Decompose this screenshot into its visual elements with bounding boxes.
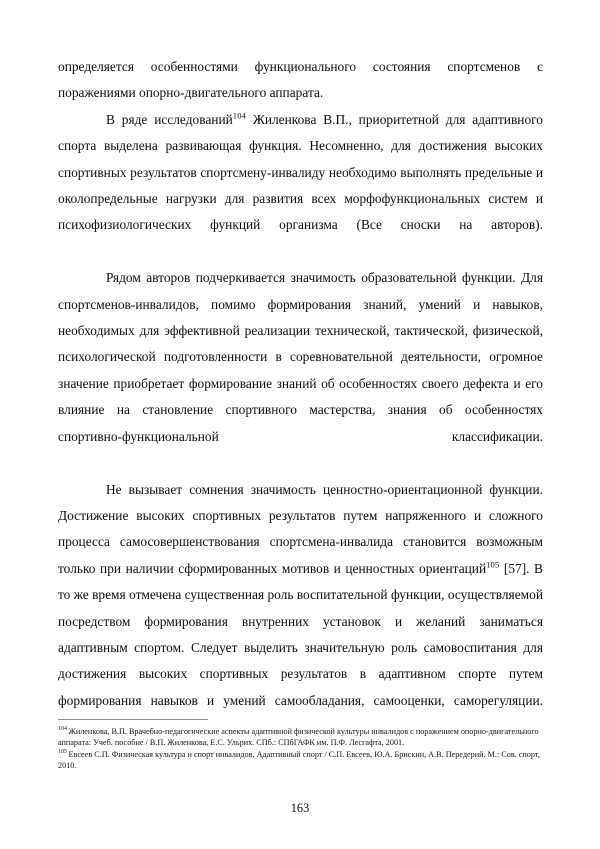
footnote-text: Жиленкова, В.П. Врачебно-педагогические аспекты адаптивной физической культуры инвалидов с поражением опорно-двигательного аппарата: Учеб. пособие / В.П. Жиленкова, Е.С. Ульрих. СПб.: СПбГАФК им. П.Ф. Лесгафта, 2001. [58, 727, 539, 748]
footnote-number: 105 [58, 749, 67, 756]
body-text-block [58, 54, 543, 741]
paragraph-text-after-footnote-ref: Жиленкова В.П., приоритетной для адаптивного спорта выделена развивающая функция. Несомненно, для достижения высоких спортивных результатов спортсмену-инвалиду необходимо выполнять предельные и околопредельные нагрузки для развития всех морфофункциональных систем и психофизиологических функций организма (Все сноски на авторов). [58, 111, 543, 233]
footnote-ref-104[interactable]: 104 [232, 110, 246, 121]
paragraph [58, 477, 543, 741]
paragraph-text-before-footnote-ref: В ряде исследований [106, 111, 233, 127]
footnote-number: 104 [58, 726, 67, 733]
footnote-text: Евсеев С.П. Физическая культура и спорт инвалидов. Адаптивный спорт / С.П. Евсеев, Ю.А. Брискин, А.В. Передерий. М.: Сов. спорт, 2010. [58, 749, 540, 771]
footnote-ref-105[interactable]: 105 [486, 559, 500, 570]
page-number: 163 [290, 801, 310, 815]
paragraph-text-after-footnote-ref: [57]. В то же время отмечена существенная роль воспитательной функции, осуществляемой посредством формирования внутренних установок и желаний заниматься адаптивным спортом. Следует выделить значительную роль самовоспитания для достижения высоких спортивных результатов в адаптивном спорте путем формирования навыков и умений самообладания, самооценки, саморегуляции. [58, 560, 543, 708]
paragraph [58, 54, 543, 107]
paragraph [58, 107, 543, 265]
footnote-entry [58, 749, 543, 772]
paragraph-text: определяется особенностями функционального состояния спортсменов с поражениями опорно-двигательного аппарата. [58, 59, 543, 101]
footnote-area [58, 719, 543, 772]
paragraph [58, 265, 543, 476]
footnote-separator-rule [58, 719, 208, 720]
paragraph-text-before-footnote-ref: Не вызывает сомнения значимость ценностно-ориентационной функции. Достижение высоких спортивных результатов путем напряженного и сложного процесса самосовершенствования спортсмена-инвалида становится возможным только при наличии сформированных мотивов и ценностных ориентаций [58, 481, 543, 576]
paragraph-text: Рядом авторов подчеркивается значимость образовательной функции. Для спортсменов-инвалидов, помимо формирования знаний, умений и навыков, необходимых для эффективной реализации технической, тактической, физической, психологической подготовленности в соревновательной деятельности, огромное значение приобретает формирование знаний об особенностях своего дефекта и его влияние на становление спортивного мастерства, знания об особенностях спортивно-функциональной классификации. [58, 270, 543, 444]
footnote-entry [58, 726, 543, 749]
